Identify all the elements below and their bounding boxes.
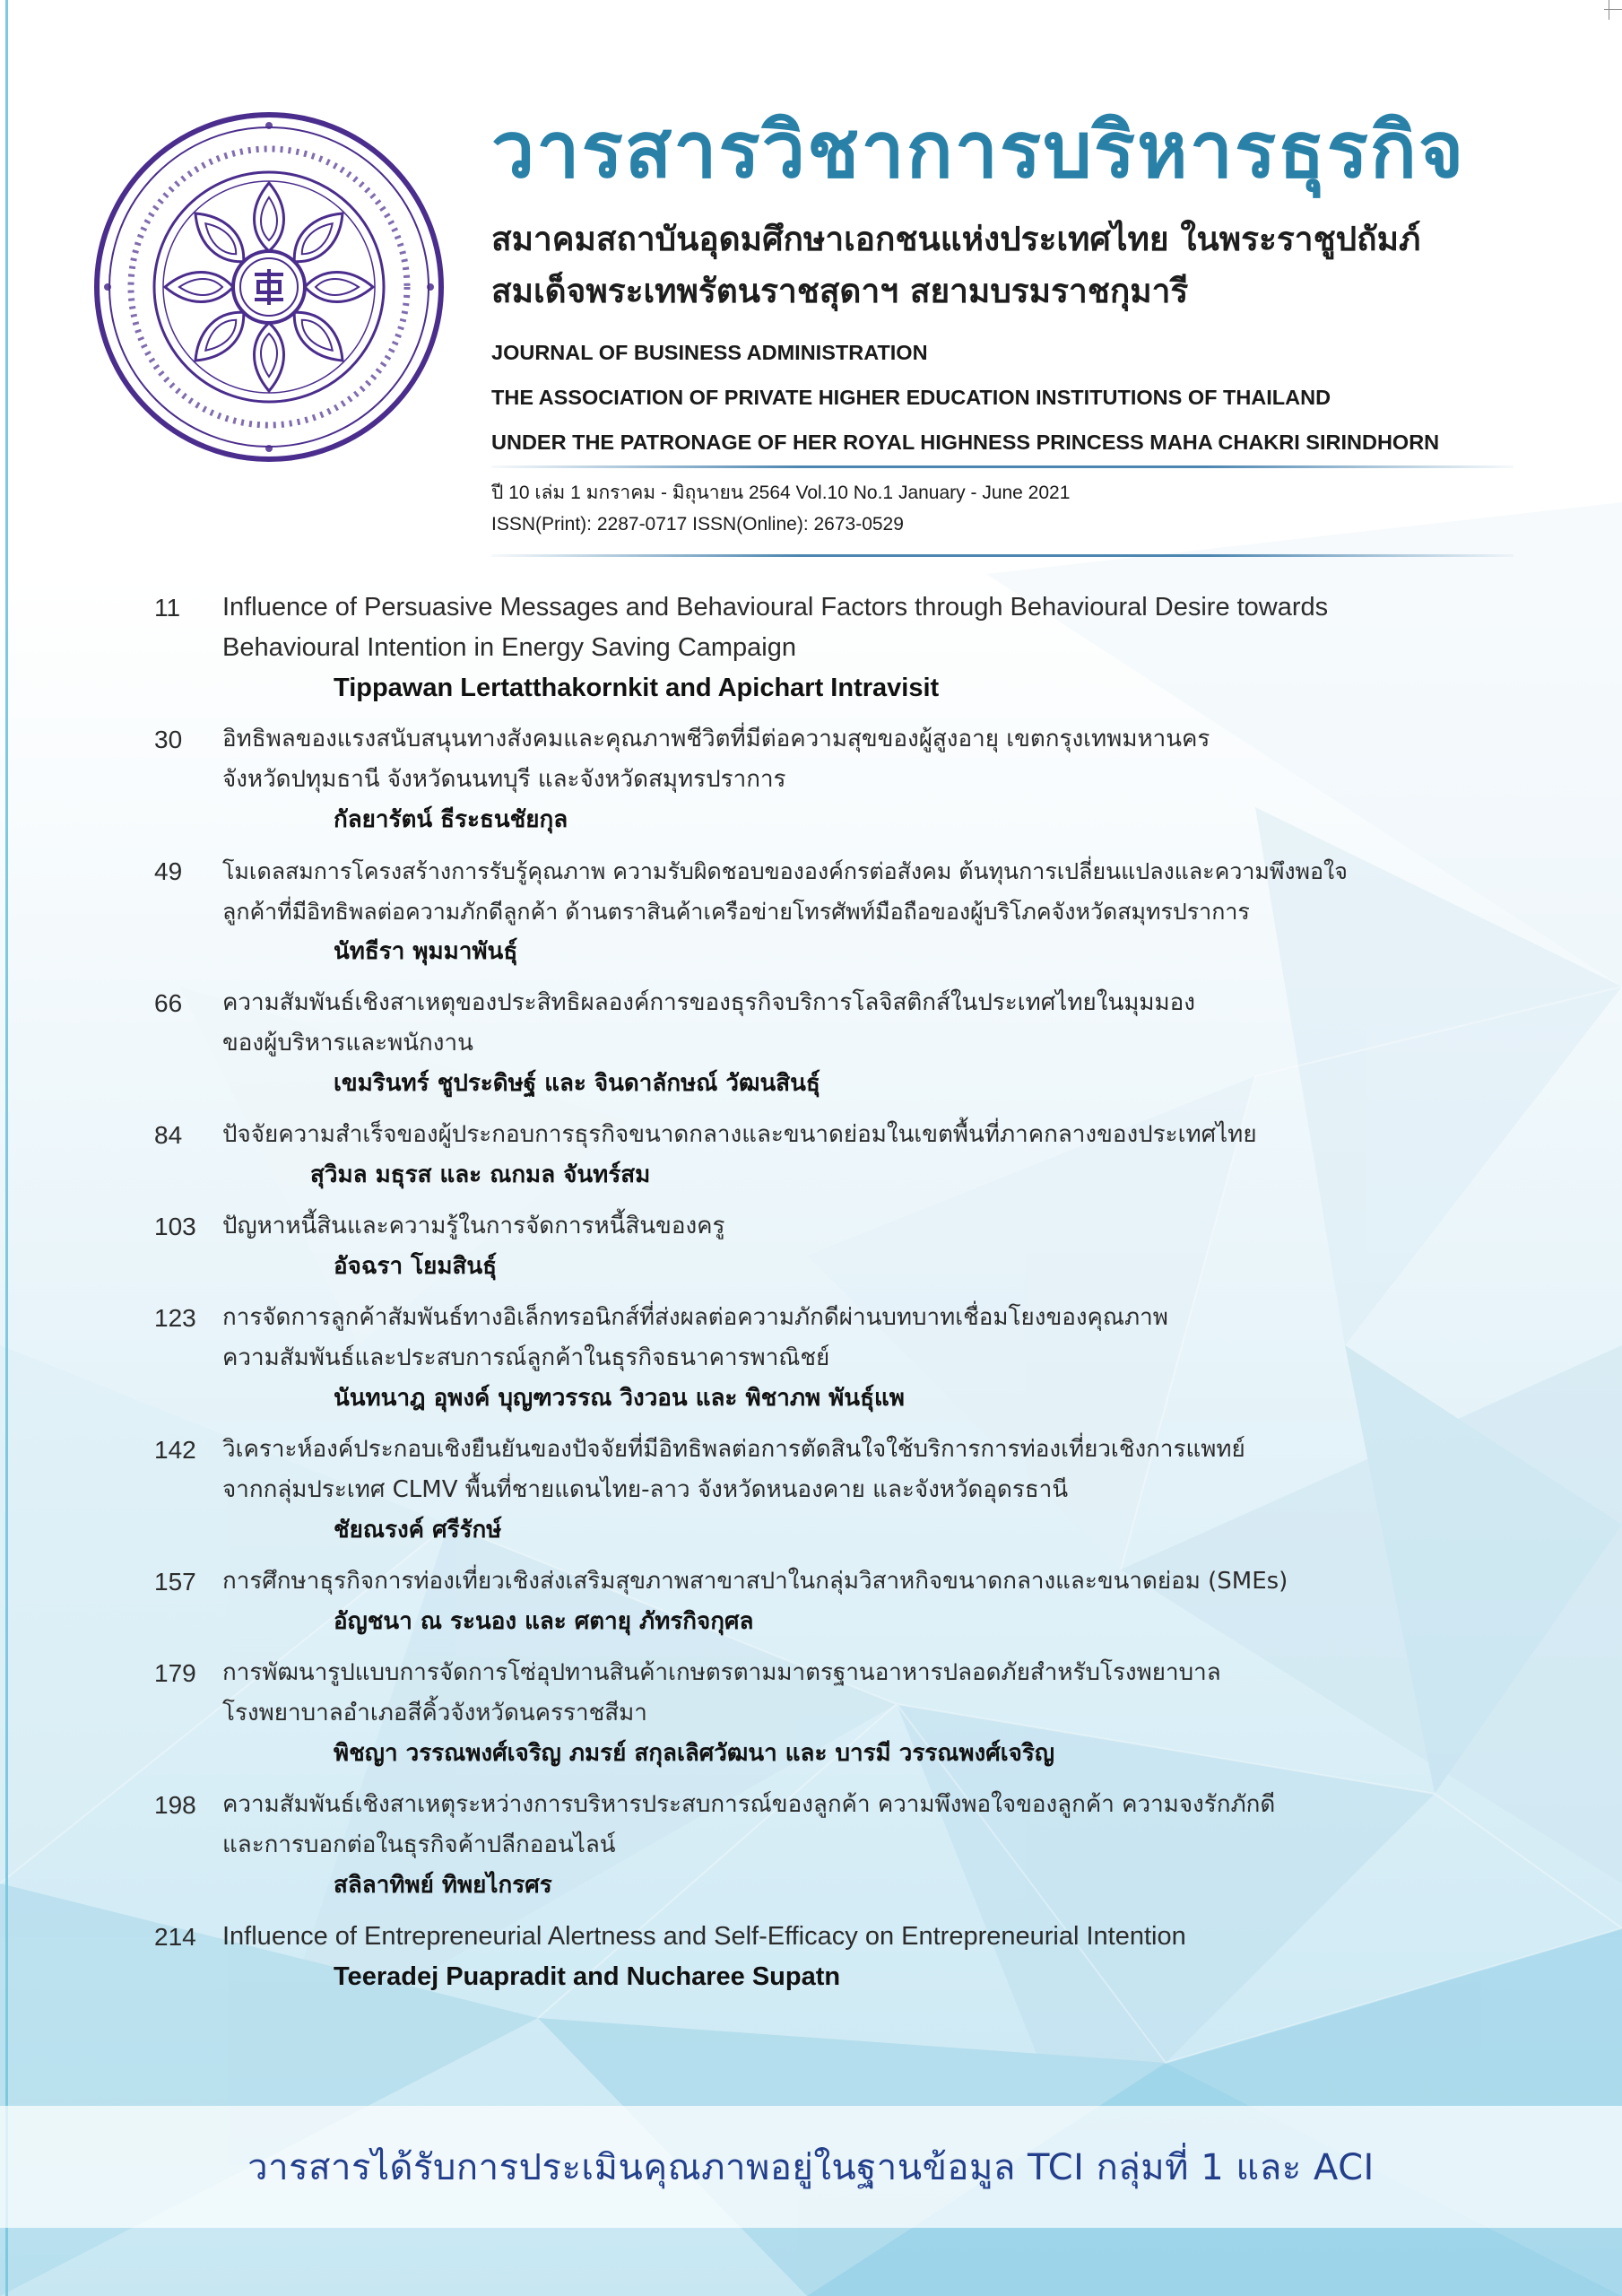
toc-page-number: 30: [154, 726, 183, 753]
toc-title-line: ความสัมพันธ์เชิงสาเหตุของประสิทธิผลองค์การของธุรกิจบริการโลจิสติกส์ในประเทศไทยในมุมมอง: [222, 989, 1195, 1016]
association-name-english: [491, 330, 1612, 465]
toc-title-line: จังหวัดปทุมธานี จังหวัดนนทบุรี และจังหวัดสมุทรปราการ: [222, 766, 786, 793]
toc-title-line: การศึกษาธุรกิจการท่องเที่ยวเชิงส่งเสริมสุขภาพสาขาสปาในกลุ่มวิสาหกิจขนาดกลางและขนาดย่อม (SMEs): [222, 1568, 1288, 1595]
toc-page-number: 123: [154, 1304, 196, 1332]
toc-entry[interactable]: [0, 1561, 1622, 1642]
toc-authors: อัจฉรา โยมสินธุ์: [334, 1253, 498, 1280]
toc-page-number: 11: [154, 594, 181, 622]
toc-title-line: Behavioural Intention in Energy Saving Campaign: [222, 633, 797, 662]
toc-title-line: ปัจจัยความสำเร็จของผู้ประกอบการธุรกิจขนาดกลางและขนาดย่อมในเขตพื้นที่ภาคกลางของประเทศไทย: [222, 1121, 1257, 1148]
association-en-line: THE ASSOCIATION OF PRIVATE HIGHER EDUCATION INSTITUTIONS OF THAILAND: [491, 386, 1331, 409]
toc-authors: เขมรินทร์ ชูประดิษฐ์ และ จินดาลักษณ์ วัฒนสินธุ์: [334, 1070, 820, 1097]
toc-entry[interactable]: [0, 1917, 1622, 1997]
toc-entry[interactable]: [0, 719, 1622, 840]
toc-title-line: ปัญหาหนี้สินและความรู้ในการจัดการหนี้สินของครู: [222, 1213, 725, 1239]
toc-title-line: โมเดลสมการโครงสร้างการรับรู้คุณภาพ ความรับผิดชอบขององค์กรต่อสังคม ต้นทุนการเปลี่ยนแปลงและความพึงพอใจ: [222, 858, 1348, 884]
toc-title: [222, 851, 1540, 932]
toc-title: [222, 1653, 1540, 1734]
association-th-line: สมาคมสถาบันอุดมศึกษาเอกชนแห่งประเทศไทย ในพระราชูปถัมภ์: [491, 220, 1421, 258]
association-en-line: UNDER THE PATRONAGE OF HER ROYAL HIGHNESS PRINCESS MAHA CHAKRI SIRINDHORN: [491, 430, 1440, 454]
toc-title-line: จากกลุ่มประเทศ CLMV พื้นที่ชายแดนไทย-ลาว จังหวัดหนองคาย และจังหวัดอุดรธานี: [222, 1476, 1069, 1503]
toc-page-number: 214: [154, 1923, 196, 1951]
toc-entry[interactable]: [0, 1653, 1622, 1774]
toc-page-number: 179: [154, 1659, 196, 1687]
toc-entry[interactable]: [0, 1206, 1622, 1287]
journal-title-thai: วารสารวิชาการบริหารธุรกิจ: [491, 106, 1466, 196]
toc-title: [222, 1206, 1540, 1247]
header-divider: [491, 465, 1514, 468]
issue-info: [491, 477, 1567, 540]
toc-page-number: 198: [154, 1791, 196, 1819]
toc-authors: กัลยารัตน์ ธีระธนชัยกุล: [334, 806, 568, 833]
footer-banner-text: วารสารได้รับการประเมินคุณภาพอยู่ในฐานข้อมูล TCI กลุ่มที่ 1 และ ACI: [247, 2147, 1375, 2188]
association-name-thai: [491, 213, 1612, 317]
toc-title: [222, 1785, 1540, 1866]
toc-title: [222, 983, 1540, 1064]
toc-authors: อัญชนา ณ ระนอง และ ศตายุ ภัทรกิจกุศล: [334, 1608, 754, 1635]
toc-title: [222, 719, 1540, 800]
toc-title: [222, 1430, 1540, 1510]
toc-title-line: Influence of Entrepreneurial Alertness and Self-Efficacy on Entrepreneurial Intention: [222, 1922, 1186, 1951]
toc-entry[interactable]: [0, 983, 1622, 1104]
toc-title: [222, 1298, 1540, 1378]
association-seal-icon: [90, 108, 448, 466]
toc-title: [222, 1115, 1540, 1155]
toc-title-line: ความสัมพันธ์เชิงสาเหตุระหว่างการบริหารประสบการณ์ของลูกค้า ความพึงพอใจของลูกค้า ความจงรักภักดี: [222, 1791, 1276, 1818]
toc-authors: สลิลาทิพย์ ทิพยไกรศร: [334, 1872, 552, 1899]
table-of-contents: [0, 587, 1622, 2008]
toc-entry[interactable]: [0, 1785, 1622, 1906]
association-seal: [90, 108, 448, 466]
toc-authors: พิชญา วรรณพงศ์เจริญ ภมรย์ สกุลเลิศวัฒนา และ บารมี วรรณพงศ์เจริญ: [334, 1740, 1054, 1767]
toc-title-line: วิเคราะห์องค์ประกอบเชิงยืนยันของปัจจัยที่มีอิทธิพลต่อการตัดสินใจใช้บริการการท่องเที่ยวเชิงการแพทย์: [222, 1436, 1245, 1463]
header-divider: [491, 554, 1514, 557]
crop-mark: [1604, 9, 1622, 10]
toc-title-line: อิทธิพลของแรงสนับสนุนทางสังคมและคุณภาพชีวิตที่มีต่อความสุขของผู้สูงอายุ เขตกรุงเทพมหานคร: [222, 726, 1210, 752]
toc-title: [222, 587, 1540, 668]
toc-title-line: Influence of Persuasive Messages and Behavioural Factors through Behavioural Desire towards: [222, 593, 1329, 622]
toc-title-line: การจัดการลูกค้าสัมพันธ์ทางอิเล็กทรอนิกส์ที่ส่งผลต่อความภักดีผ่านบทบาทเชื่อมโยงของคุณภาพ: [222, 1304, 1168, 1331]
toc-title-line: โรงพยาบาลอำเภอสีคิ้วจังหวัดนครราชสีมา: [222, 1700, 647, 1726]
toc-title-line: ความสัมพันธ์และประสบการณ์ลูกค้าในธุรกิจธนาคารพาณิชย์: [222, 1344, 830, 1371]
issn-line: ISSN(Print): 2287-0717 ISSN(Online): 2673-0529: [491, 514, 904, 535]
toc-authors: สุวิมล มธุรส และ ณกมล จันทร์สม: [310, 1161, 651, 1188]
toc-entry[interactable]: [0, 1298, 1622, 1419]
association-th-line: สมเด็จพระเทพรัตนราชสุดาฯ สยามบรมราชกุมารี: [491, 272, 1189, 310]
toc-authors: Tippawan Lertatthakornkit and Apichart Intravisit: [334, 674, 940, 702]
toc-title-line: และการบอกต่อในธุรกิจค้าปลีกออนไลน์: [222, 1831, 616, 1858]
toc-page-number: 142: [154, 1436, 196, 1464]
toc-authors: นันทนาฎ อุพงค์ บุญฑวรรณ วิงวอน และ พิชาภพ พันธุ์แพ: [334, 1385, 905, 1412]
toc-title-line: ลูกค้าที่มีอิทธิพลต่อความภักดีลูกค้า ด้านตราสินค้าเครือข่ายโทรศัพท์มือถือของผู้บริโภคจังหวัดสมุทรปราการ: [222, 899, 1250, 925]
toc-title-line: ของผู้บริหารและพนักงาน: [222, 1030, 473, 1057]
toc-authors: ชัยณรงค์ ศรีรักษ์: [334, 1517, 502, 1544]
toc-entry[interactable]: [0, 587, 1622, 709]
toc-authors: Teeradej Puapradit and Nucharee Supatn: [334, 1962, 841, 1991]
toc-title: [222, 1917, 1540, 1957]
toc-page-number: 103: [154, 1213, 196, 1240]
toc-entry[interactable]: [0, 851, 1622, 972]
issue-line: ปี 10 เล่ม 1 มกราคม - มิถุนายน 2564 Vol.10 No.1 January - June 2021: [491, 483, 1071, 503]
toc-page-number: 66: [154, 989, 183, 1017]
toc-title: [222, 1561, 1540, 1602]
toc-page-number: 157: [154, 1568, 196, 1596]
toc-page-number: 49: [154, 857, 183, 885]
journal-title-english: JOURNAL OF BUSINESS ADMINISTRATION: [491, 341, 928, 364]
toc-authors: นัทธีรา พุมมาพันธุ์: [334, 938, 518, 965]
toc-entry[interactable]: [0, 1115, 1622, 1196]
toc-title-line: การพัฒนารูปแบบการจัดการโซ่อุปทานสินค้าเกษตรตามมาตรฐานอาหารปลอดภัยสำหรับโรงพยาบาล: [222, 1659, 1221, 1686]
toc-entry[interactable]: [0, 1430, 1622, 1551]
toc-page-number: 84: [154, 1121, 183, 1149]
